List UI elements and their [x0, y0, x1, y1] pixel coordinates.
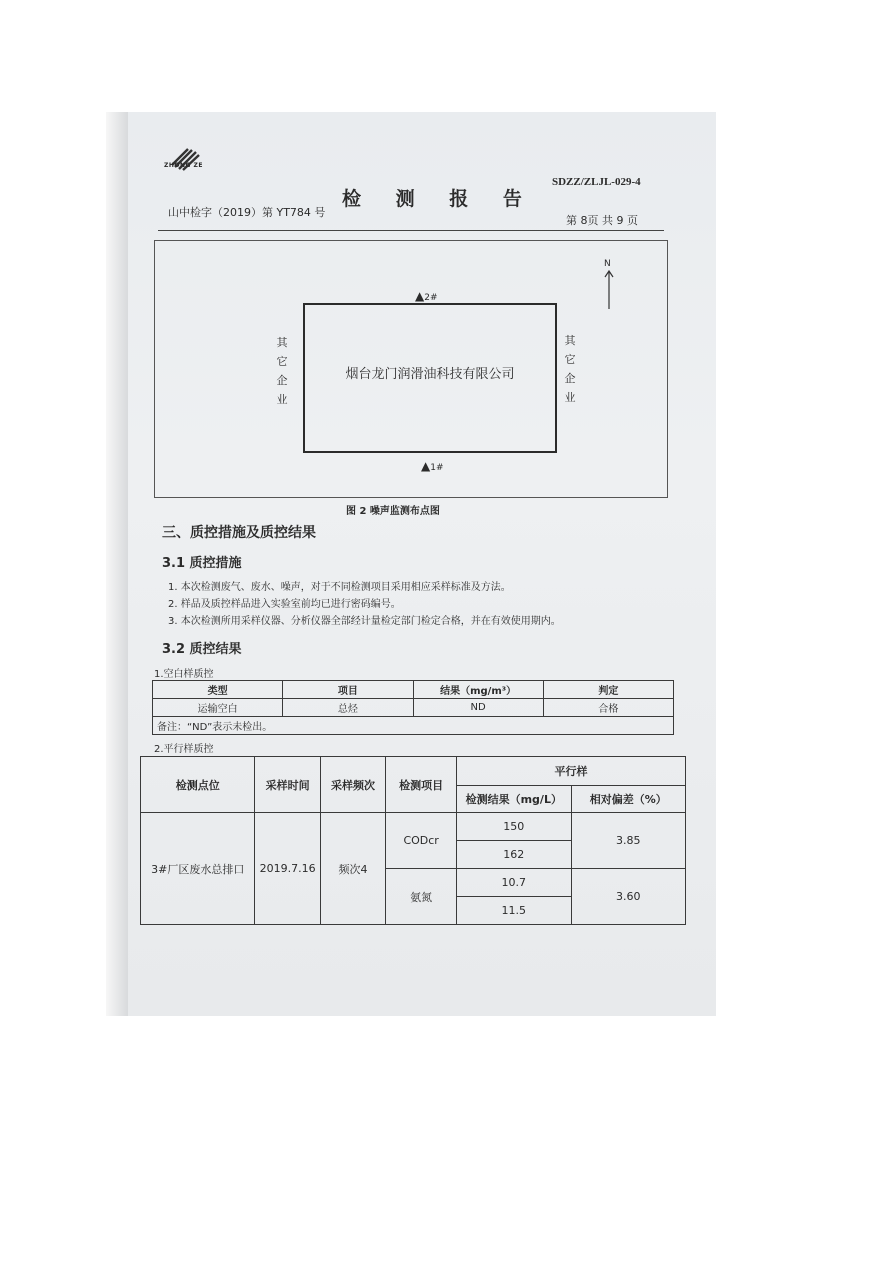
subsection-heading-3-2: 3.2 质控结果	[162, 642, 242, 657]
company-name: 烟台龙门润滑油科技有限公司	[345, 367, 515, 382]
site-cell: 3#厂区废水总排口	[141, 813, 255, 925]
header-cell: 检测点位	[141, 757, 255, 813]
time-cell: 2019.7.16	[255, 813, 320, 925]
result-cell: 10.7	[457, 869, 571, 897]
header-cell: 检测结果（mg/L）	[457, 786, 571, 813]
table-row	[141, 813, 686, 841]
blank-qc-label: 1.空白样质控	[154, 669, 214, 680]
triangle-marker-icon: ▲	[415, 289, 425, 303]
frequency-cell: 频次4	[320, 813, 385, 925]
header-cell: 检测项目	[386, 757, 457, 813]
result-cell: 162	[457, 841, 571, 869]
page-indicator: 第 8页 共 9 页	[566, 214, 638, 227]
header-divider	[158, 230, 664, 231]
item-cell: CODcr	[386, 813, 457, 869]
table-row	[153, 699, 674, 717]
noise-monitoring-map	[154, 240, 668, 498]
result-cell: 11.5	[457, 897, 571, 925]
document-code: SDZZ/ZLJL-029-4	[552, 176, 641, 188]
parallel-qc-table	[140, 756, 686, 925]
result-cell: 150	[457, 813, 571, 841]
paper-edge-shadow	[106, 112, 128, 1016]
right-neighbor-label: 其它企业	[564, 334, 576, 404]
zhongze-logo-icon	[166, 130, 206, 180]
north-label: N	[604, 259, 611, 269]
report-number: 山中检字（2019）第 YT784 号	[168, 206, 326, 219]
table-cell: 合格	[543, 699, 673, 717]
deviation-cell: 3.85	[571, 813, 686, 869]
left-neighbor-label: 其它企业	[276, 336, 288, 406]
north-indicator	[601, 259, 621, 311]
north-arrow-icon	[601, 269, 621, 311]
section-heading: 三、质控措施及质控结果	[162, 525, 316, 541]
table-cell: ND	[413, 699, 543, 717]
company-boundary	[303, 303, 557, 453]
document-photo	[106, 112, 716, 1016]
triangle-marker-icon: ▲	[421, 459, 431, 473]
header-cell: 采样频次	[320, 757, 385, 813]
table-cell: 总烃	[283, 699, 413, 717]
monitoring-point-2	[415, 285, 438, 304]
table-header-row	[153, 681, 674, 699]
table-cell: 运输空白	[153, 699, 283, 717]
header-cell: 平行样	[457, 757, 686, 786]
table-note-row	[153, 717, 674, 735]
header-cell: 类型	[153, 681, 283, 699]
header-cell: 判定	[543, 681, 673, 699]
monitoring-point-1	[421, 455, 444, 474]
blank-qc-table	[152, 680, 674, 735]
measure-item-1: 1. 本次检测废气、废水、噪声，对于不同检测项目采用相应采样标准及方法。	[168, 582, 511, 593]
figure-caption: 图 2 噪声监测布点图	[346, 506, 440, 517]
header-cell: 采样时间	[255, 757, 320, 813]
header-cell: 相对偏差（%）	[571, 786, 686, 813]
table-header-row	[141, 757, 686, 786]
measure-item-3: 3. 本次检测所用采样仪器、分析仪器全部经计量检定部门检定合格，并在有效使用期内。	[168, 616, 561, 627]
table-note: 备注：“ND”表示未检出。	[153, 717, 674, 735]
point-label: 2#	[424, 293, 438, 303]
item-cell: 氨氮	[386, 869, 457, 925]
measure-item-2: 2. 样品及质控样品进入实验室前均已进行密码编号。	[168, 599, 401, 610]
point-label: 1#	[430, 463, 444, 473]
page-title: 检 测 报 告	[342, 188, 536, 210]
deviation-cell: 3.60	[571, 869, 686, 925]
header-cell: 项目	[283, 681, 413, 699]
logo-text: ZHONG ZE	[164, 162, 203, 169]
subsection-heading-3-1: 3.1 质控措施	[162, 556, 242, 571]
header-cell: 结果（mg/m³）	[413, 681, 543, 699]
parallel-qc-label: 2.平行样质控	[154, 744, 214, 755]
